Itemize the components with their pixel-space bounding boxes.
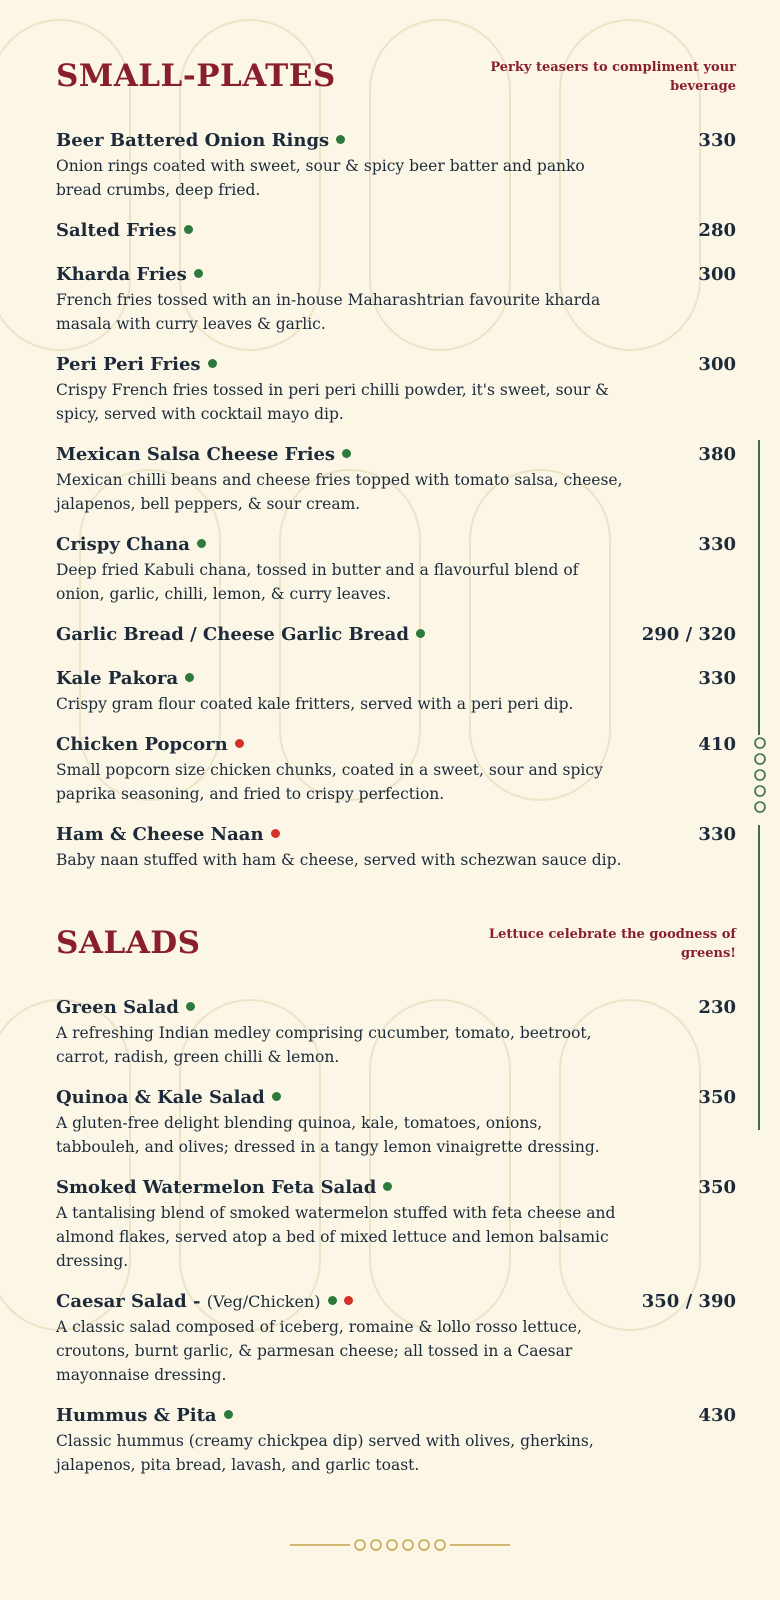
salads-section <box>56 925 736 1493</box>
nonveg-dot-icon <box>344 1296 353 1305</box>
item-description: Mexican chilli beans and cheese fries topped with tomato salsa, cheese, jalapenos, bell peppers, & sour cream. <box>56 471 623 513</box>
item-price: 330 <box>698 824 736 845</box>
item-price: 430 <box>698 1405 736 1426</box>
item-name: Peri Peri Fries <box>56 354 201 375</box>
veg-dot-icon <box>224 1410 233 1419</box>
small-plates-section <box>56 58 736 888</box>
item-name: Crispy Chana <box>56 534 190 555</box>
nonveg-dot-icon <box>271 829 280 838</box>
item-name-line <box>56 1085 626 1111</box>
item-name-line <box>56 1403 626 1429</box>
item-name-line <box>56 666 626 692</box>
item-description: A refreshing Indian medley comprising cucumber, tomato, beetroot, carrot, radish, green chilli & lemon. <box>56 1024 592 1066</box>
menu-item <box>56 1085 736 1159</box>
item-name-line <box>56 218 626 244</box>
item-name: Chicken Popcorn <box>56 734 228 755</box>
menu-item-list <box>56 995 736 1477</box>
item-description: Small popcorn size chicken chunks, coated in a sweet, sour and spicy paprika seasoning, and fried to crispy perfection. <box>56 761 603 803</box>
veg-dot-icon <box>194 269 203 278</box>
item-name: Green Salad <box>56 997 179 1018</box>
nonveg-dot-icon <box>235 739 244 748</box>
item-price: 280 <box>698 220 736 241</box>
item-name: Kale Pakora <box>56 668 179 689</box>
veg-dot-icon <box>186 1002 195 1011</box>
veg-dot-icon <box>328 1296 337 1305</box>
menu-item <box>56 732 736 806</box>
item-name-line <box>56 732 626 758</box>
bottom-scroll-ornament-icon <box>290 1535 510 1555</box>
item-name-line <box>56 532 626 558</box>
item-name: Mexican Salsa Cheese Fries <box>56 444 336 465</box>
menu-item <box>56 1175 736 1273</box>
item-name-line <box>56 995 626 1021</box>
item-description: Deep fried Kabuli chana, tossed in butter and a flavourful blend of onion, garlic, chilli, lemon, & curry leaves. <box>56 561 579 603</box>
veg-dot-icon <box>383 1182 392 1191</box>
section-header <box>56 925 736 995</box>
veg-dot-icon <box>185 673 194 682</box>
veg-dot-icon <box>208 359 217 368</box>
item-price: 350 <box>698 1087 736 1108</box>
item-name: Hummus & Pita <box>56 1405 217 1426</box>
section-title: SALADS <box>56 925 201 961</box>
section-title: SMALL-PLATES <box>56 58 336 94</box>
item-description: Crispy French fries tossed in peri peri chilli powder, it's sweet, sour & spicy, served with cocktail mayo dip. <box>56 381 609 423</box>
menu-item <box>56 622 736 648</box>
menu-item <box>56 995 736 1069</box>
item-description: A classic salad composed of iceberg, romaine & lollo rosso lettuce, croutons, burnt garlic, & parmesan cheese; all tossed in a Caesar mayonnaise dressing. <box>56 1318 582 1384</box>
item-name: Caesar Salad - <box>56 1291 207 1312</box>
item-price: 330 <box>698 668 736 689</box>
item-name: Salted Fries <box>56 220 177 241</box>
item-name-line <box>56 622 626 648</box>
item-name: Smoked Watermelon Feta Salad <box>56 1177 377 1198</box>
item-price: 410 <box>698 734 736 755</box>
item-description: A tantalising blend of smoked watermelon stuffed with feta cheese and almond flakes, served atop a bed of mixed lettuce and lemon balsamic dressing. <box>56 1204 616 1270</box>
veg-dot-icon <box>416 629 425 638</box>
veg-dot-icon <box>197 539 206 548</box>
item-qualifier: (Veg/Chicken) <box>206 1292 321 1311</box>
item-name-line <box>56 1289 626 1315</box>
menu-item <box>56 262 736 336</box>
item-name-line <box>56 128 626 154</box>
menu-item <box>56 352 736 426</box>
item-description: French fries tossed with an in-house Maharashtrian favourite kharda masala with curry leaves & garlic. <box>56 291 601 333</box>
item-price: 300 <box>698 264 736 285</box>
veg-dot-icon <box>272 1092 281 1101</box>
menu-item <box>56 442 736 516</box>
scroll-ornament-icon <box>750 735 770 825</box>
section-header <box>56 58 736 128</box>
menu-item <box>56 218 736 244</box>
item-price: 300 <box>698 354 736 375</box>
item-price: 330 <box>698 534 736 555</box>
item-name-line <box>56 822 626 848</box>
item-price: 330 <box>698 130 736 151</box>
veg-dot-icon <box>336 135 345 144</box>
menu-item <box>56 1289 736 1387</box>
item-price: 380 <box>698 444 736 465</box>
veg-dot-icon <box>184 225 193 234</box>
menu-item <box>56 822 736 872</box>
menu-item <box>56 532 736 606</box>
veg-dot-icon <box>342 449 351 458</box>
item-price: 290 / 320 <box>641 624 736 645</box>
item-name: Kharda Fries <box>56 264 187 285</box>
item-price: 350 <box>698 1177 736 1198</box>
item-price: 230 <box>698 997 736 1018</box>
item-name-line <box>56 352 626 378</box>
item-description: Baby naan stuffed with ham & cheese, served with schezwan sauce dip. <box>56 851 622 869</box>
item-name: Ham & Cheese Naan <box>56 824 264 845</box>
item-name: Quinoa & Kale Salad <box>56 1087 265 1108</box>
item-name-line <box>56 442 626 468</box>
item-description: A gluten-free delight blending quinoa, kale, tomatoes, onions, tabbouleh, and olives; dressed in a tangy lemon vinaigrette dressing. <box>56 1114 600 1156</box>
item-description: Onion rings coated with sweet, sour & spicy beer batter and panko bread crumbs, deep fried. <box>56 157 585 199</box>
item-price: 350 / 390 <box>641 1291 736 1312</box>
item-name: Beer Battered Onion Rings <box>56 130 330 151</box>
menu-item-list <box>56 128 736 872</box>
item-description: Classic hummus (creamy chickpea dip) served with olives, gherkins, jalapenos, pita bread, lavash, and garlic toast. <box>56 1432 594 1474</box>
section-tagline: Lettuce celebrate the goodness of greens! <box>488 927 736 961</box>
item-description: Crispy gram flour coated kale fritters, served with a peri peri dip. <box>56 695 574 713</box>
menu-item <box>56 128 736 202</box>
section-tagline: Perky teasers to compliment your beverage <box>490 60 736 94</box>
menu-item <box>56 1403 736 1477</box>
item-name: Garlic Bread / Cheese Garlic Bread <box>56 624 409 645</box>
menu-item <box>56 666 736 716</box>
item-name-line <box>56 262 626 288</box>
item-name-line <box>56 1175 626 1201</box>
